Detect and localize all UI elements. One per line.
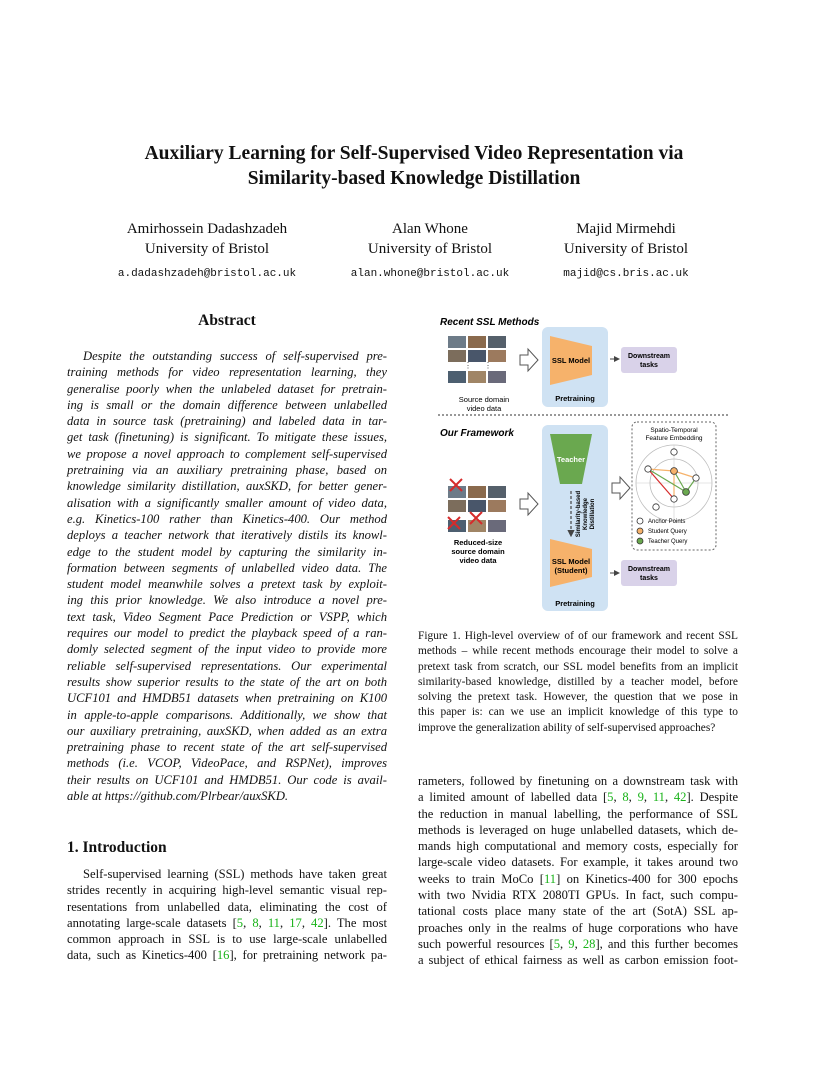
reduced-data-label-2: source domain — [451, 547, 505, 556]
framework-downstream-label-2: tasks — [640, 575, 658, 582]
framework-title: Our Framework — [440, 428, 514, 439]
author-email[interactable]: a.dadashzadeh@bristol.ac.uk — [117, 268, 297, 280]
citation-link[interactable]: 11 — [652, 790, 665, 805]
citation-link[interactable]: 42 — [311, 915, 324, 930]
svg-text:⋮: ⋮ — [464, 361, 472, 370]
legend-anchor: Anchor Points — [648, 519, 686, 525]
text-line: methods is leveraged on huge unlabelled datasets, which de- — [418, 822, 738, 837]
author-1 — [77, 219, 337, 283]
text-line: Despite the outstanding success of self-supervised pre- — [83, 349, 387, 363]
text-line: such powerful resources [5, 9, 28], and this further becomes — [418, 936, 738, 951]
title-line-2: Similarity-based Knowledge Distillation — [247, 168, 581, 189]
citation-link[interactable]: 11 — [267, 915, 280, 930]
text-line: large-scale video datasets. For example, it takes around two — [418, 855, 738, 870]
author-name: Alan Whone — [392, 221, 468, 237]
recent-ssl-title: Recent SSL Methods — [440, 317, 540, 328]
author-3 — [496, 219, 756, 283]
svg-text:Similarity-based: Similarity-based — [576, 490, 582, 538]
text-line: able at https://github.com/Plrbear/auxSKD. — [67, 789, 289, 804]
citation-link[interactable]: 8 — [252, 915, 259, 930]
text-line: edge to the student model by capturing the similarity in- — [67, 544, 387, 559]
source-domain-label-2: video data — [466, 404, 502, 413]
text-line: our auxiliary pretraining, auxSKD, when added as an extra — [67, 723, 387, 738]
text-line: reliable self-supervised representations. Our experimental — [67, 658, 387, 673]
legend-student: Student Query — [648, 529, 687, 535]
framework-pretraining-label: Pretraining — [555, 599, 595, 608]
citation-link[interactable]: 17 — [289, 915, 302, 930]
text-line: UCF101 and HMDB51 datasets when pretraining on K100 — [67, 691, 387, 706]
downstream-box — [621, 347, 677, 373]
citation-link[interactable]: 9 — [637, 790, 644, 805]
text-line: mands high computational and memory costs, especially for — [418, 839, 738, 854]
downstream-label-2: tasks — [640, 362, 658, 369]
text-line: methods (i.e. VCOP, VideoPace, and RSPNet), improves — [67, 756, 387, 771]
text-line: generalise poorly when the unlabeled dataset for pretrain- — [67, 381, 387, 396]
text-line: domly selected segment of the input video to provide more — [67, 642, 387, 657]
text-line: student model meanwhile solves a pretext task by exploit- — [67, 577, 387, 592]
text-line: data, such as Kinetics-400 [16], for pretraining network pa- — [67, 948, 387, 963]
citation-link[interactable]: 8 — [622, 790, 629, 805]
text-line: pretext task from scratch, our SSL model benefits from an implicit — [418, 660, 738, 673]
text-line: ing this prior knowledge. We also introduce a novel pre- — [67, 593, 387, 608]
text-line: Self-supervised learning (SSL) methods have taken great — [83, 867, 387, 881]
text-line: the reduction in manual labelling, the performance of SSL — [418, 806, 738, 821]
reduced-data-label-3: video data — [459, 556, 497, 565]
anchor-legend-icon — [637, 518, 643, 524]
text-line: proaches only in the realms of huge corporations who have — [418, 920, 738, 935]
text-line: requires our model to predict the playback speed of a ran- — [67, 626, 387, 641]
teacher-label: Teacher — [556, 455, 586, 464]
introduction-text — [67, 866, 387, 964]
arrow-icon — [520, 493, 538, 515]
text-line: a subject of ethical fairness as well as carbon emission foot- — [418, 953, 738, 968]
text-line: annotating large-scale datasets [5, 8, 11, 17, 42]. The most — [67, 915, 387, 930]
text-line: training methods for video representation learning, they — [67, 365, 387, 380]
right-column-text — [418, 773, 738, 969]
text-line: e.g. Kinetics-100 rather than Kinetics-400. Our method — [67, 511, 387, 526]
legend-teacher: Teacher Query — [648, 539, 688, 545]
text-line: weeks to train MoCo [11] on Kinetics-400 for 300 epochs — [418, 871, 738, 886]
citation-link[interactable]: 5 — [236, 915, 244, 930]
text-line: strides recently in acquiring high-level semantic visual rep- — [67, 883, 387, 898]
text-line: pretraining via an auxiliary pretraining phase, based on — [67, 463, 387, 478]
text-line: similarity-based knowledge, distilled by a teacher model, before — [418, 675, 738, 688]
text-line: get task (finetuning) is significant. To mitigate these issues, — [67, 430, 387, 445]
citation-link[interactable]: 5 — [607, 790, 614, 805]
text-line: Figure 1. High-level overview of of our framework and recent SSL — [418, 630, 738, 642]
text-line: resentations from unlabelled data, eliminating the cost of — [67, 899, 387, 914]
reduced-data-label: Reduced-size — [453, 538, 503, 547]
citation-link[interactable]: 16 — [216, 948, 230, 963]
student-legend-icon — [637, 528, 643, 534]
text-line: results show superior results to the state of the art on both — [67, 674, 387, 689]
citation-link[interactable]: 11 — [543, 871, 557, 886]
text-line: data in source task (pretraining) and labeled data in tar- — [67, 414, 387, 429]
text-line: with two Nvidia RTX 2080TI GPUs. In fact, such compu- — [418, 888, 738, 903]
video-thumbnails-reduced — [448, 479, 506, 532]
pretraining-label: Pretraining — [555, 394, 595, 403]
text-line: formation between segments of unlabelled video data. The — [67, 560, 387, 575]
text-line: solving the pretext task. However, the question that we pose in — [418, 691, 738, 704]
arrow-icon — [612, 477, 630, 499]
text-line: improve the generalization ability of self-supervised approaches? — [418, 721, 716, 734]
text-line: text task, Video Segment Pace Prediction or VSPP, which — [67, 609, 387, 624]
author-affiliation: University of Bristol — [367, 241, 493, 257]
author-email[interactable]: alan.whone@bristol.ac.uk — [350, 268, 510, 280]
student-label: SSL Model — [551, 557, 591, 566]
text-line: pretraining phase to recent state of the art self-supervised — [67, 740, 387, 755]
framework-downstream-label: Downstream — [627, 566, 671, 573]
svg-text:Distillation: Distillation — [590, 498, 596, 530]
author-name: Amirhossein Dadashzadeh — [126, 221, 288, 237]
citation-link[interactable]: 9 — [568, 936, 575, 951]
text-line: knowledge similarity distillation, auxSKD, for better gener- — [67, 479, 387, 494]
text-line: rameters, followed by finetuning on a downstream task with — [418, 774, 738, 788]
student-label-2: (Student) — [554, 566, 588, 575]
text-line: common approach in SSL is to use large-scale unlabelled — [67, 932, 387, 947]
embedding-title: Spatio-Temporal — [650, 427, 698, 434]
text-line: deploys a teacher network that iteratively distils its knowl- — [67, 528, 387, 543]
text-line: ing is small or the domain difference between unlabelled — [67, 397, 387, 412]
author-name: Majid Mirmehdi — [576, 221, 676, 237]
text-line: their results on UCF101 and HMDB51. Our code is avail- — [67, 772, 387, 787]
author-affiliation: University of Bristol — [144, 241, 270, 257]
svg-text:⋮: ⋮ — [484, 361, 492, 370]
text-line: this paper is: can we use an implicit knowledge of this type to — [418, 706, 738, 719]
paper-title — [0, 141, 828, 191]
downstream-label: Downstream — [627, 353, 671, 360]
figure-1-diagram — [434, 311, 734, 613]
abstract-heading: Abstract — [198, 312, 256, 329]
text-line: a limited amount of labelled data [5, 8, 9, 11, 42]. Despite — [418, 790, 739, 805]
figure-caption — [418, 629, 738, 736]
source-domain-label: Source domain — [458, 395, 510, 404]
abstract-body — [67, 348, 387, 804]
anchor-points — [645, 449, 699, 510]
text-line: tational costs place many state of the art (SotA) SSL ap- — [418, 904, 738, 919]
arrow-icon — [520, 349, 538, 371]
author-email[interactable]: majid@cs.bris.ac.uk — [563, 268, 689, 280]
text-line: methods – while recent methods encourage their model to solve a — [418, 645, 738, 658]
citation-link[interactable]: 5 — [553, 936, 560, 951]
ssl-model-label: SSL Model — [551, 356, 591, 365]
text-line: alisation with a significantly smaller amount of video data, — [67, 495, 387, 510]
text-line: in apple-to-apple comparisons. Additionally, we show that — [67, 707, 387, 722]
title-line-1: Auxiliary Learning for Self-Supervised Video Representation via — [144, 143, 684, 164]
framework-downstream-box — [621, 560, 677, 586]
video-thumbnails-source — [448, 336, 506, 383]
teacher-query-point — [683, 489, 690, 496]
section-heading-introduction: 1. Introduction — [67, 839, 167, 856]
author-affiliation: University of Bristol — [563, 241, 689, 257]
citation-link[interactable]: 42 — [673, 790, 687, 805]
text-line: we propose a novel approach to complement self-supervised — [67, 446, 387, 461]
student-query-point — [671, 468, 678, 475]
teacher-legend-icon — [637, 538, 643, 544]
embedding-title-2: Feature Embedding — [645, 435, 703, 442]
svg-text:Knowledge: Knowledge — [583, 497, 589, 531]
citation-link[interactable]: 28 — [582, 936, 596, 951]
